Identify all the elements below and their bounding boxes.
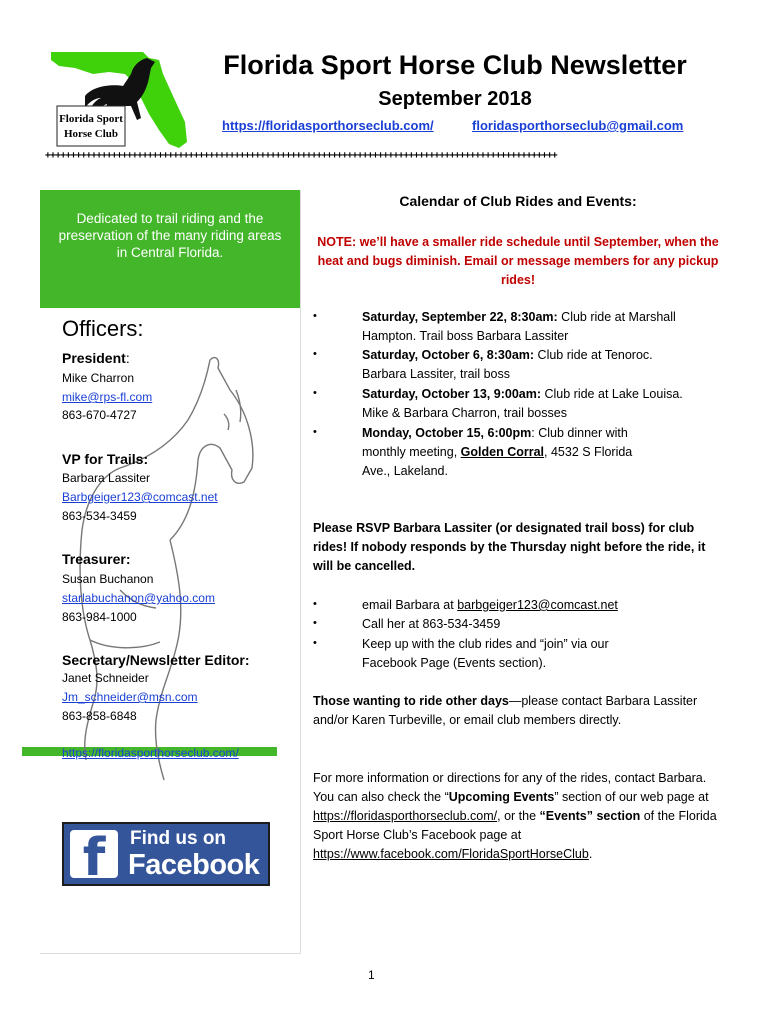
- rsvp-paragraph: Please RSVP Barbara Lassiter (or designated trail boss) for club rides! If nobody responds by the Thursday night before the ride, it will be cancelled.: [313, 521, 706, 573]
- more-info-paragraph: For more information or directions for any of the rides, contact Barbara. You can also check the “Upcoming Events” section of our web page at https://floridasporthorseclub.com/, or the “Events” section of the Florida Sport Horse Club’s Facebook page at https://www.facebook.com/FloridaSportHorseClub.: [313, 771, 717, 861]
- more-info-site-link[interactable]: https://floridasporthorseclub.com/: [313, 809, 498, 823]
- calendar-heading: Calendar of Club Rides and Events:: [399, 193, 637, 209]
- email-link[interactable]: floridasporthorseclub@gmail.com: [472, 118, 684, 133]
- bullet-icon: •: [313, 637, 317, 649]
- newsletter-title: Florida Sport Horse Club Newsletter: [223, 50, 687, 80]
- bullet-icon: •: [313, 598, 317, 610]
- treasurer-name: Susan Buchanon: [62, 572, 154, 586]
- president-name: Mike Charron: [62, 371, 135, 385]
- facebook-icon: f: [70, 830, 118, 878]
- facebook-badge-line1: Find us on: [130, 828, 227, 849]
- newsletter-date: September 2018: [378, 88, 532, 110]
- event-item: Saturday, September 22, 8:30am: Club ride at Marshall Hampton. Trail boss Barbara Lassiter: [362, 310, 676, 343]
- club-logo: [45, 44, 195, 154]
- bullet-icon: •: [313, 617, 317, 629]
- president-phone: 863-670-4727: [62, 408, 137, 422]
- bullet-icon: •: [313, 348, 317, 360]
- vp-trails-heading: VP for Trails:: [62, 451, 149, 467]
- facebook-page-link[interactable]: https://www.facebook.com/FloridaSportHorseClub: [313, 847, 589, 861]
- secretary-name: Janet Schneider: [62, 671, 149, 685]
- sidebar-website-link[interactable]: https://floridasporthorseclub.com/: [62, 746, 239, 760]
- vp-trails-phone: 863-534-3459: [62, 509, 137, 523]
- contact-phone-item: Call her at 863-534-3459: [362, 617, 501, 631]
- plus-separator: ++++++++++++++++++++++++++++++++++++++++++++++++++++++++++++++++++++++++++++++++++++++++++++++++++++: [45, 150, 557, 161]
- vp-trails-name: Barbara Lassiter: [62, 471, 151, 485]
- find-us-on-facebook-button[interactable]: [62, 822, 270, 886]
- bullet-icon: •: [313, 387, 317, 399]
- dedication-box: [40, 190, 300, 308]
- event-item: Saturday, October 13, 9:00am: Club ride at Lake Louisa. Mike & Barbara Charron, trail bosses: [362, 387, 683, 420]
- facebook-badge-line2: Facebook: [128, 849, 260, 881]
- website-link[interactable]: https://floridasporthorseclub.com/: [222, 118, 434, 133]
- president-email[interactable]: mike@rps-fl.com: [62, 390, 153, 404]
- golden-corral-link[interactable]: Golden Corral: [460, 445, 545, 459]
- secretary-email[interactable]: Jm_schneider@msn.com: [62, 690, 198, 704]
- vp-trails-email[interactable]: Barbgeiger123@comcast.net: [62, 490, 218, 504]
- schedule-note: NOTE: we’ll have a smaller ride schedule until September, when the heat and bugs diminish. Email or message members for any pickup rides!: [317, 235, 719, 287]
- secretary-phone: 863-858-6848: [62, 709, 137, 723]
- treasurer-heading: Treasurer:: [62, 551, 131, 567]
- dedication-text: Dedicated to trail riding and the preservation of the many riding areas in Central Florida.: [58, 211, 282, 260]
- treasurer-phone: 863-984-1000: [62, 610, 137, 624]
- treasurer-email[interactable]: starlabuchanon@yahoo.com: [62, 591, 215, 605]
- event-item: Saturday, October 6, 8:30am: Club ride at Tenoroc. Barbara Lassiter, trail boss: [362, 348, 653, 381]
- other-days-paragraph: Those wanting to ride other days—please contact Barbara Lassiter and/or Karen Turbeville, or email club members directly.: [313, 694, 698, 727]
- barbara-email-link[interactable]: barbgeiger123@comcast.net: [457, 598, 618, 612]
- secretary-heading: Secretary/Newsletter Editor:: [62, 652, 250, 668]
- president-heading: President:: [62, 350, 130, 366]
- bullet-icon: •: [313, 426, 317, 438]
- event-item: Monday, October 15, 6:00pm: Club dinner with monthly meeting, Golden Corral, 4532 S Florida Ave., Lakeland.: [362, 426, 633, 478]
- logo-text-line1: Florida Sport: [59, 113, 123, 125]
- page-number: 1: [368, 968, 375, 982]
- contact-email-item: email Barbara at barbgeiger123@comcast.net: [362, 598, 618, 612]
- bullet-icon: •: [313, 310, 317, 322]
- officers-heading: Officers:: [62, 316, 144, 341]
- logo-text-line2: Horse Club: [63, 128, 119, 140]
- contact-facebook-item: Keep up with the club rides and “join” via our Facebook Page (Events section).: [362, 637, 609, 670]
